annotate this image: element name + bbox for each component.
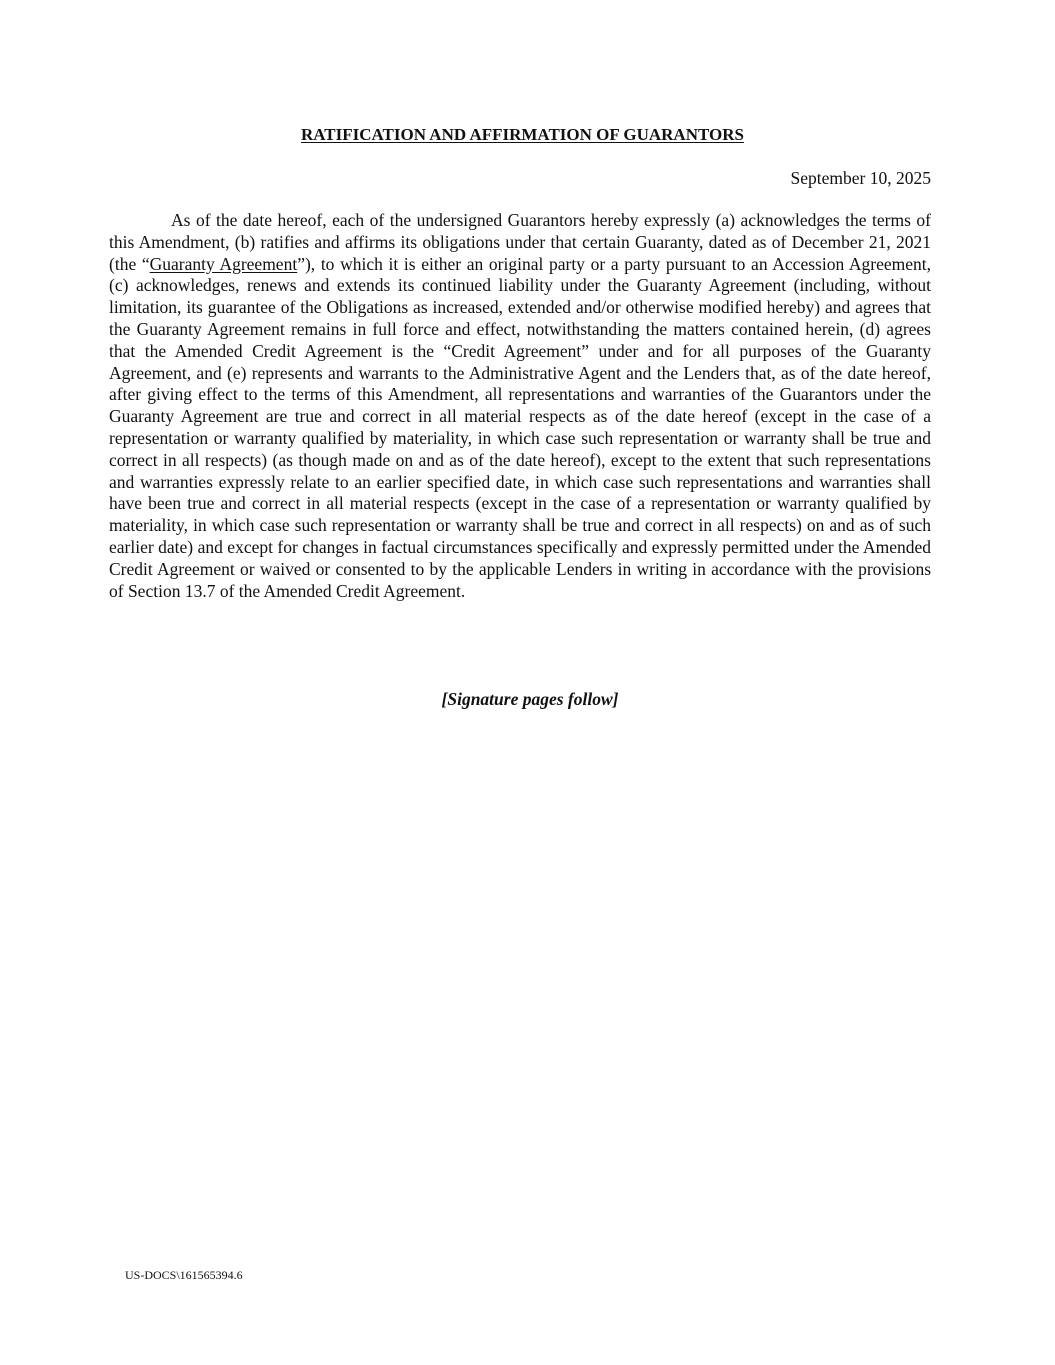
ratification-paragraph <box>109 210 931 602</box>
document-date: September 10, 2025 <box>790 168 931 188</box>
defined-term-guaranty-agreement: Guaranty Agreement <box>149 253 298 274</box>
paragraph-text-part1: As of the date hereof, each of the undersigned Guarantors hereby expressly (a) acknowledges the terms of this Amendment, (b) ratifies and affirms its obligations under that certain Guaranty, dated as of December 21, 2021 (the “ <box>109 210 931 274</box>
paragraph-text-part2: ”), to which it is either an original party or a party pursuant to an Accession Agreement, (c) acknowledges, renews and extends its continued liability under the Guaranty Agreement (including, without limitation, its guarantee of the Obligations as increased, extended and/or otherwise modified hereby) and agrees that the Guaranty Agreement remains in full force and effect, notwithstanding the matters contained herein, (d) agrees that the Amended Credit Agreement is the “Credit Agreement” under and for all purposes of the Guaranty Agreement, and (e) represents and warrants to the Administrative Agent and the Lenders that, as of the date hereof, after giving effect to the terms of this Amendment, all representations and warranties of the Guarantors under the Guaranty Agreement are true and correct in all material respects as of the date hereof (except in the case of a representation or warranty qualified by materiality, in which case such representation or warranty shall be true and correct in all respects) (as though made on and as of the date hereof), except to the extent that such representations and warranties expressly relate to an earlier specified date, in which case such representations and warranties shall have been true and correct in all material respects (except in the case of a representation or warranty qualified by materiality, in which case such representation or warranty shall be true and correct in all respects) on and as of such earlier date) and except for changes in factual circumstances specifically and expressly permitted under the Amended Credit Agreement or waived or consented to by the applicable Lenders in writing in accordance with the provisions of Section 13.7 of the Amended Credit Agreement. <box>109 253 931 601</box>
signature-pages-note: [Signature pages follow] <box>441 689 619 709</box>
footer-doc-id: US-DOCS\161565394.6 <box>125 1268 243 1282</box>
document-title: RATIFICATION AND AFFIRMATION OF GUARANTORS <box>301 125 744 144</box>
